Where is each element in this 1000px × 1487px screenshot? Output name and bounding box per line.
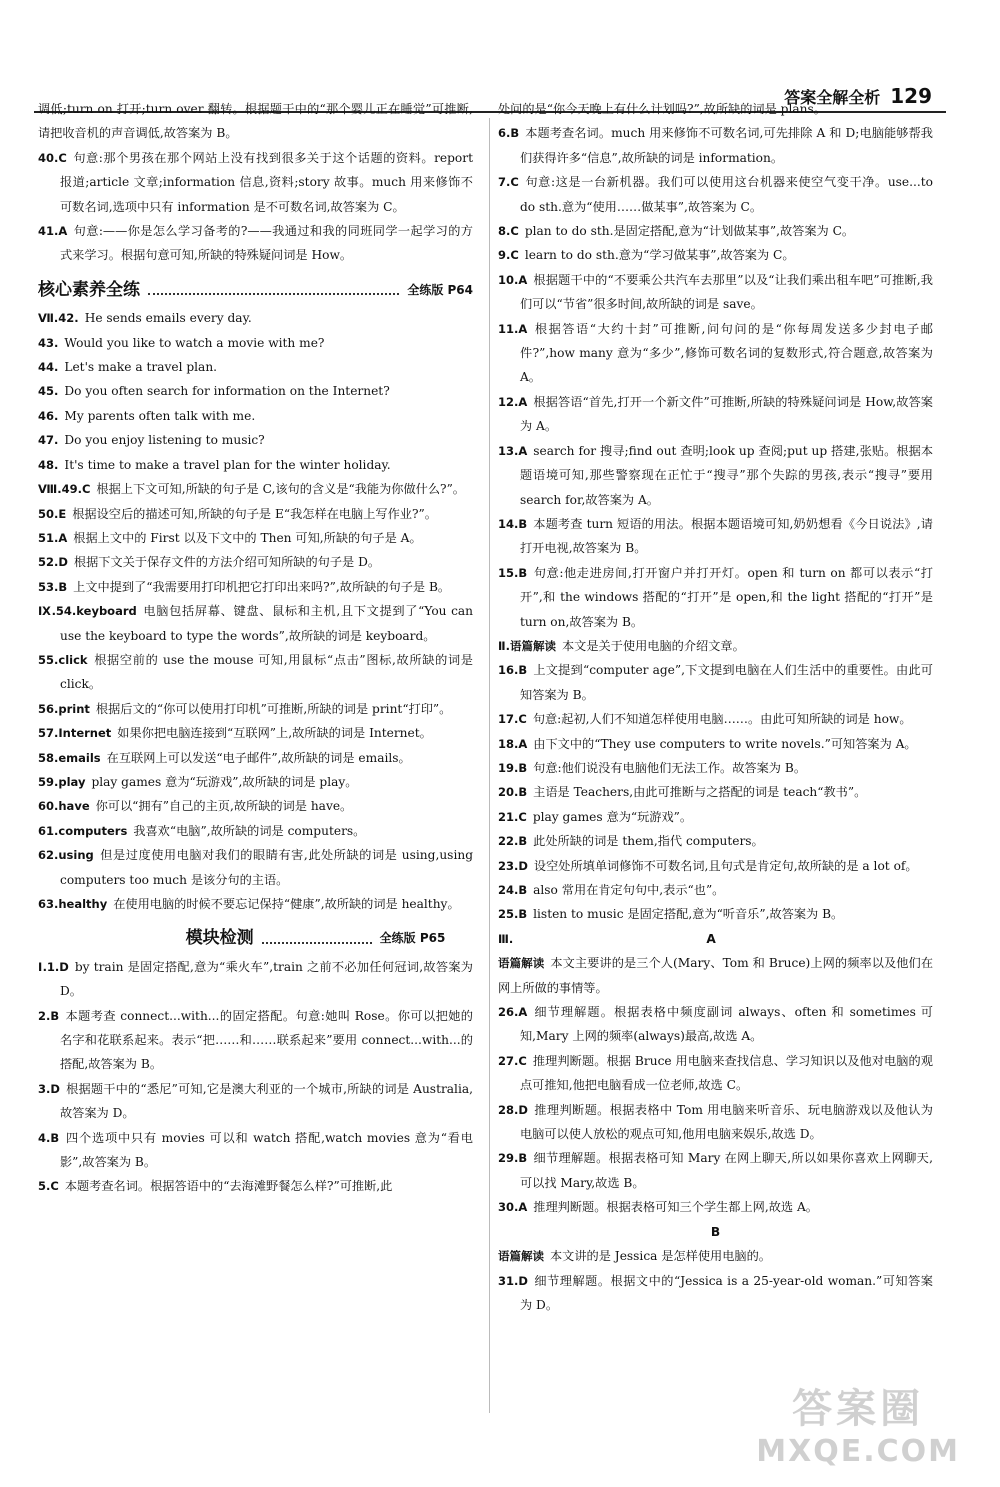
answer-item [498, 756, 933, 780]
answer-text: 推理判断题。根据表格可知三个学生都上网,故选 A。 [533, 1200, 818, 1215]
section-title: 核心素养全练 [38, 279, 140, 300]
answer-number: 58.emails [38, 750, 101, 765]
answer-text: 根据答语“大约十封”可推断,问句问的是“你每周发送多少封电子邮件?”,how many 意为“多少”,修饰可数名词的复数形式,符合题意,故答案为 A。 [520, 321, 933, 385]
answer-number: 48. [38, 457, 59, 472]
answer-text: 在使用电脑的时候不要忘记保持“健康”,故所缺的词是 healthy。 [113, 897, 460, 911]
answer-text: 调低;turn on 打开;turn over 翻转。根据题干中的“那个婴儿正在睡觉”可推断,请把收音机的声音调低,故答案为 B。 [38, 102, 473, 141]
answer-text: 本题考查名词。much 用来修饰不可数名词,可先排除 A 和 D;电脑能够帮我们获得许多“信息”,故所缺的词是 information。 [520, 126, 933, 165]
answer-number: 17.C [498, 712, 527, 727]
answer-text: 你可以“拥有”自己的主页,故所缺的词是 have。 [95, 799, 353, 814]
answer-number: 29.B [498, 1151, 528, 1166]
answer-number: 46. [38, 408, 59, 423]
answer-list-5 [498, 951, 933, 1219]
answer-number: 22.B [498, 834, 528, 849]
answer-item [38, 1126, 473, 1175]
answer-text: 根据题干中的“悉尼”可知,它是澳大利亚的一个城市,所缺的词是 Australia,故答案为 D。 [60, 1081, 473, 1121]
answer-text: 在互联网上可以发送“电子邮件”,故所缺的词是 emails。 [106, 750, 411, 765]
watermark-text-top: 答案圈 [792, 1386, 925, 1432]
answer-number: 63.healthy [38, 897, 108, 911]
answer-number: 语篇解读 [498, 1249, 544, 1264]
answer-number: 14.B [498, 516, 528, 531]
answer-text: 此处所缺的词是 them,指代 computers。 [533, 834, 764, 849]
answer-text: 主语是 Teachers,由此可推断与之搭配的词是 teach“教书”。 [533, 785, 867, 800]
answer-text: learn to do sth.意为“学习做某事”,故答案为 C。 [524, 248, 795, 263]
answer-item [498, 732, 933, 756]
answer-number: 2.B [38, 1008, 60, 1023]
answer-text: 根据后文的“你可以使用打印机”可推断,所缺的词是 print“打印”。 [95, 701, 452, 716]
answer-item [38, 794, 473, 818]
answer-text: 句意:——你是怎么学习备考的?——我通过和我的同班同学一起学习的方式来学习。根据句意可知,所缺的特殊疑问词是 How。 [60, 224, 473, 263]
answer-item [498, 1000, 933, 1049]
answer-list-4 [498, 97, 933, 927]
answer-number: 8.C [498, 224, 519, 239]
answer-text: 我喜欢“电脑”,故所缺的词是 computers。 [133, 823, 366, 838]
answer-item [498, 658, 933, 707]
answer-item [38, 97, 473, 146]
answer-text: 句意:起初,人们不知道怎样使用电脑……。由此可知所缺的词是 how。 [532, 712, 912, 727]
answer-text: 句意:这是一台新机器。我们可以使用这台机器来使空气变干净。use...to do sth.意为“使用……做某事”,故答案为 C。 [520, 175, 933, 214]
answer-number: 6.B [498, 126, 520, 141]
answer-item [38, 1004, 473, 1077]
section-reference: 全练版 P64 [407, 282, 473, 297]
answer-text: 本文讲的是 Jessica 是怎样使用电脑的。 [550, 1249, 771, 1264]
part-number: Ⅲ. [498, 931, 514, 946]
answer-item [38, 404, 473, 428]
answer-item [38, 550, 473, 574]
answer-number: 45. [38, 384, 59, 399]
answer-number: Ⅸ.54.keyboard [38, 604, 137, 619]
section-title: 模块检测 [185, 928, 254, 949]
answer-item [498, 1146, 933, 1195]
answer-number: 24.B [498, 883, 528, 897]
answer-item [498, 243, 933, 267]
answer-number: 25.B [498, 907, 528, 922]
answer-text: search for 搜寻;find out 查明;look up 查阅;put up 搭建,张贴。根据本题语境可知,那些警察现在正忙于“搜寻”那个失踪的男孩,表示“搜寻”要用 search for,故答案为 A。 [520, 443, 933, 507]
answer-item [38, 502, 473, 526]
answer-text: My parents often talk with me. [64, 408, 256, 423]
answer-number: 7.C [498, 175, 519, 190]
answer-number: 28.D [498, 1102, 528, 1117]
answer-item [38, 1174, 473, 1198]
answer-number: Ⅱ.语篇解读 [498, 638, 556, 653]
answer-item [498, 780, 933, 804]
answer-number: 9.C [498, 248, 519, 263]
answer-text: 根据上文中的 First 以及下文中的 Then 可知,所缺的句子是 A。 [73, 530, 422, 545]
answer-item [498, 634, 933, 658]
answer-item [498, 317, 933, 390]
answer-number: 43. [38, 335, 59, 350]
answer-item [38, 219, 473, 268]
answer-text: 本题考查名词。根据答语中的“去海滩野餐怎么样?”可推断,此 [64, 1179, 393, 1194]
answer-text: 根据下文关于保存文件的方法介绍可知所缺的句子是 D。 [73, 555, 381, 570]
answer-item [38, 1077, 473, 1126]
answer-number: 26.A [498, 1005, 528, 1020]
answer-number: 31.D [498, 1273, 528, 1288]
answer-item [38, 697, 473, 721]
answer-item [498, 854, 933, 878]
answer-number: 50.E [38, 506, 67, 521]
answer-item [38, 843, 473, 892]
answer-number: 15.B [498, 565, 528, 580]
answer-text: 由下文中的“They use computers to write novels.”可知答案为 A。 [533, 736, 917, 751]
answer-number: 19.B [498, 760, 528, 775]
answer-number: 18.A [498, 736, 528, 751]
answer-number: 57.Internet [38, 726, 112, 741]
right-column [498, 97, 933, 1317]
answer-item [38, 331, 473, 355]
answer-text: 但是过度使用电脑对我们的眼睛有害,此处所缺的词是 using,using computers too much 是该分句的主语。 [60, 848, 473, 887]
answer-item [38, 526, 473, 550]
passage-letter-b: B [710, 1224, 721, 1239]
answer-text: also 常用在肯定句句中,表示“也”。 [533, 883, 725, 897]
answer-text: 根据题干中的“不要乘公共汽车去那里”以及“让我们乘出租车吧”可推断,我们可以“节省”很多时间,故所缺的词是 save。 [520, 272, 933, 312]
answer-item [498, 268, 933, 317]
answer-item [38, 648, 473, 697]
answer-item [38, 599, 473, 648]
answer-item [498, 390, 933, 439]
answer-item [498, 219, 933, 243]
section-header-core [38, 278, 473, 302]
answer-number: 53.B [38, 579, 68, 594]
section-header-module [38, 926, 473, 950]
answer-number: 60.have [38, 799, 90, 814]
answer-item [498, 878, 933, 902]
answer-text: by train 是固定搭配,意为“乘火车”,train 之前不必加任何冠词,故答案为 D。 [60, 959, 473, 999]
answer-number: 51.A [38, 530, 68, 545]
passage-letter-a: A [706, 931, 716, 946]
answer-text: 根据空前的 use the mouse 可知,用鼠标“点击”图标,故所缺的词是 click。 [60, 652, 473, 692]
column-divider [489, 118, 490, 1413]
answer-item [38, 892, 473, 916]
answer-item [498, 1098, 933, 1147]
answer-number: 10.A [498, 272, 528, 287]
answer-text: Do you enjoy listening to music? [64, 433, 265, 448]
answer-number: 41.A [38, 224, 68, 239]
watermark-text-bottom: MXQE.COM [756, 1434, 960, 1469]
answer-text: 根据设空后的描述可知,所缺的句子是 E“我怎样在电脑上写作业?”。 [72, 506, 437, 521]
answer-text: Do you often search for information on the Internet? [64, 384, 390, 399]
answer-text: 本题考查 turn 短语的用法。根据本题语境可知,奶奶想看《今日说法》,请打开电视,故答案为 B。 [520, 516, 933, 556]
answer-list-2 [38, 306, 473, 916]
answer-text: It's time to make a travel plan for the winter holiday. [64, 457, 391, 472]
answer-text: 本题考查 connect...with...的固定搭配。句意:她叫 Rose。你可以把她的名字和花联系起来。表示“把……和……联系起来”要用 connect...with...的搭配,故答案为 B。 [60, 1008, 473, 1072]
answer-text: 细节理解题。根据文中的“Jessica is a 25-year-old woman.”可知答案为 D。 [520, 1273, 933, 1312]
answer-number: 21.C [498, 809, 527, 824]
answer-text: 本文主要讲的是三个人(Mary、Tom 和 Bruce)上网的频率以及他们在网上所做的事情等。 [498, 956, 934, 995]
answer-item [38, 379, 473, 403]
answer-number: 3.D [38, 1081, 60, 1096]
answer-item [38, 146, 473, 219]
answer-item [38, 355, 473, 379]
answer-number: 30.A [498, 1200, 528, 1215]
answer-item [498, 829, 933, 853]
watermark-logo [756, 1377, 960, 1469]
answer-text: 设空处所填单词修饰不可数名词,且句式是肯定句,故所缺的是 a lot of。 [533, 858, 918, 873]
answer-number: 62.using [38, 848, 94, 863]
answer-item [498, 951, 933, 1000]
answer-text: 句意:他走进房间,打开窗户并打开灯。open 和 turn on 都可以表示“打开”,和 the windows 搭配的“打开”是 open,和 the light 搭配的“打开”是 turn on,故答案为 B。 [520, 565, 933, 629]
answer-text: 处问的是“你今天晚上有什么计划吗?”,故所缺的词是 plans。 [498, 102, 826, 116]
answer-text: 句意:那个男孩在那个网站上没有找到很多关于这个话题的资料。report 报道;article 文章;information 信息,资料;story 故事。much 用来修饰不可数名词,选项中只有 information 是不可数名词,故答案为 C。 [60, 150, 473, 214]
answer-item [498, 97, 933, 121]
answer-item [38, 819, 473, 843]
part-label [498, 927, 933, 951]
answer-number: Ⅶ.42. [38, 311, 79, 326]
answer-item [38, 770, 473, 794]
answer-number: 52.D [38, 555, 68, 570]
answer-number: 20.B [498, 785, 528, 800]
answer-item [38, 453, 473, 477]
answer-list-1 [38, 97, 473, 268]
answer-number: Ⅰ.1.D [38, 959, 69, 974]
answer-number: 44. [38, 360, 59, 375]
answer-item [498, 439, 933, 512]
answer-item [38, 575, 473, 599]
answer-number: 61.computers [38, 823, 128, 838]
answer-text: 如果你把电脑连接到“互联网”上,故所缺的词是 Internet。 [117, 726, 432, 741]
answer-text: 推理判断题。根据 Bruce 用电脑来查找信息、学习知识以及他对电脑的观点可推知,他把电脑看成一位老师,故选 C。 [520, 1053, 933, 1093]
answer-number: 11.A [498, 321, 528, 336]
answer-text: play games 意为“玩游戏”。 [532, 809, 693, 824]
answer-text: He sends emails every day. [84, 311, 252, 326]
answer-text: Let's make a travel plan. [64, 360, 218, 375]
dotted-leader [148, 285, 399, 295]
answer-item [38, 477, 473, 501]
answer-text: plan to do sth.是固定搭配,意为“计划做某事”,故答案为 C。 [524, 224, 855, 239]
answer-number: Ⅷ.49.C [38, 482, 91, 497]
answer-item [498, 170, 933, 219]
answer-number: 16.B [498, 663, 528, 678]
section-reference: 全练版 P65 [379, 931, 446, 946]
answer-item [498, 1195, 933, 1219]
answer-item [38, 428, 473, 452]
answer-text: 句意:他们说没有电脑他们无法工作。故答案为 B。 [533, 760, 807, 775]
answer-number: 语篇解读 [498, 956, 545, 971]
answer-number: 56.print [38, 701, 90, 716]
answer-number: 40.C [38, 150, 67, 165]
answer-item [498, 1269, 933, 1318]
answer-item [498, 805, 933, 829]
answer-text: 本文是关于使用电脑的介绍文章。 [561, 638, 745, 653]
answer-text: 电脑包括屏幕、键盘、鼠标和主机,且下文提到了“You can use the keyboard to type the words”,故所缺的词是 keyboard。 [60, 604, 474, 643]
answer-item [498, 902, 933, 926]
answer-item [38, 746, 473, 770]
answer-list-3 [38, 955, 473, 1199]
answer-number: 5.C [38, 1179, 59, 1194]
page-number: 129 [890, 84, 932, 108]
answer-text: play games 意为“玩游戏”,故所缺的词是 play。 [91, 774, 358, 789]
answer-item [38, 955, 473, 1004]
answer-text: 上文提到“computer age”,下文提到电脑在人们生活中的重要性。由此可知答案为 B。 [520, 663, 933, 702]
answer-item [498, 1049, 933, 1098]
answer-text: 推理判断题。根据表格中 Tom 用电脑来听音乐、玩电脑游戏以及他认为电脑可以使人放松的观点可知,他用电脑来娱乐,故选 D。 [520, 1102, 933, 1142]
answer-number: 59.play [38, 774, 86, 789]
answer-text: listen to music 是固定搭配,意为“听音乐”,故答案为 B。 [533, 907, 844, 922]
dotted-leader [262, 934, 372, 944]
answer-item [38, 306, 473, 330]
answer-text: 根据答语“首先,打开一个新文件”可推断,所缺的特殊疑问词是 How,故答案为 A。 [520, 394, 933, 434]
answer-text: 四个选项中只有 movies 可以和 watch 搭配,watch movies 意为“看电影”,故答案为 B。 [60, 1130, 473, 1170]
left-column [38, 97, 473, 1199]
answer-number: 47. [38, 433, 59, 448]
answer-item [498, 121, 933, 170]
answer-item [498, 707, 933, 731]
answer-list-6 [498, 1244, 933, 1317]
answer-text: 细节理解题。根据表格可知 Mary 在网上聊天,所以如果你喜欢上网聊天,可以找 Mary,故选 B。 [520, 1151, 933, 1190]
answer-text: 根据上下文可知,所缺的句子是 C,该句的含义是“我能为你做什么?”。 [96, 482, 465, 497]
header-title: 答案全解全析 [784, 88, 881, 107]
answer-item [498, 1244, 933, 1268]
answer-number: 55.click [38, 652, 88, 667]
answer-text: 上文中提到了“我需要用打印机把它打印出来吗?”,故所缺的句子是 B。 [73, 579, 451, 594]
answer-number: 13.A [498, 443, 528, 458]
answer-item [498, 561, 933, 634]
answer-number: 23.D [498, 858, 528, 873]
answer-item [498, 512, 933, 561]
answer-number: 27.C [498, 1053, 527, 1068]
answer-number: 12.A [498, 394, 528, 409]
answer-number: 4.B [38, 1130, 60, 1145]
answer-text: Would you like to watch a movie with me? [64, 335, 325, 350]
answer-item [38, 721, 473, 745]
answer-text: 细节理解题。根据表格中频度副词 always、often 和 sometimes 可知,Mary 上网的频率(always)最高,故选 A。 [520, 1005, 933, 1044]
